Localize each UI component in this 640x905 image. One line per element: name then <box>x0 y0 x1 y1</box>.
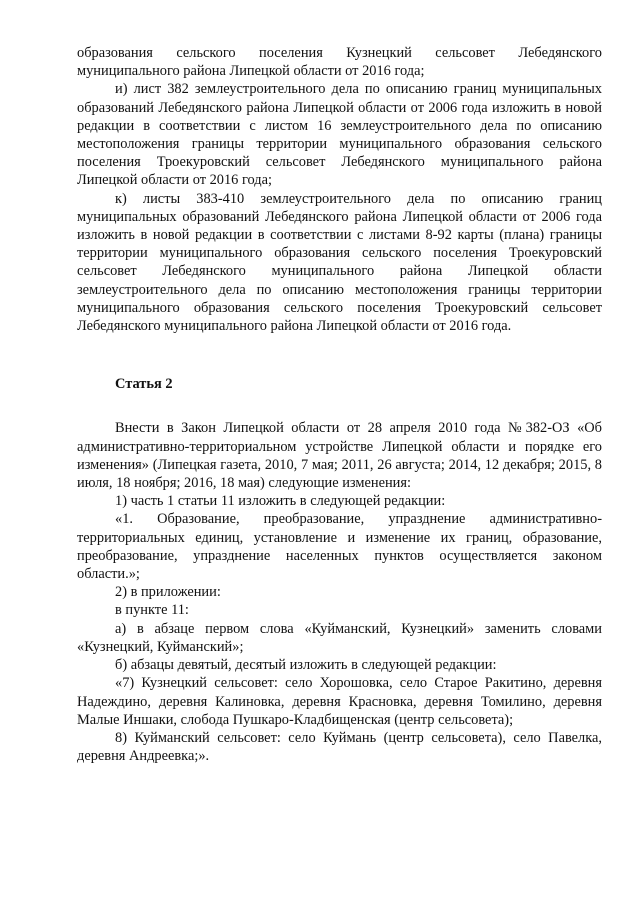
paragraph-sub-b: б) абзацы девятый, десятый изложить в следующей редакции: <box>115 657 497 674</box>
article-heading: Статья 2 <box>115 376 173 393</box>
paragraph-item-i: и) лист 382 землеустроительного дела по описанию границ муниципальных образований Лебедянского района Липецкой области от 2006 года изложить в новой редакции в соответствии с листом 16 землеустроительного дела по описанию местоположения границы территории муниципального образования сельского поселения Троекуровский сельсовет Лебедянского муниципального района Липецкой области от 2016 года; <box>77 81 602 189</box>
paragraph-amendment-intro: Внести в Закон Липецкой области от 28 апреля 2010 года №382-ОЗ «Об административно-территориальном устройстве Липецкой области и порядке его изменения» (Липецкая газета, 2010, 7 мая; 2011, 26 августа; 2014, 12 декабря; 2015, 8 июля, 18 ноября; 2016, 18 мая) следующие изменения: <box>77 420 602 492</box>
paragraph-kuymansky: 8) Куйманский сельсовет: село Куймань (центр сельсовета), село Павелка, деревня Андреевка;». <box>77 729 602 765</box>
paragraph-point-2: 2) в приложении: <box>115 584 221 601</box>
paragraph-point-11: в пункте 11: <box>115 602 189 619</box>
document-page <box>77 44 602 765</box>
paragraph-quote-part-1: «1. Образование, преобразование, упразднение административно-территориальных единиц, установление и изменение их границ, образование, преобразование, упразднение населенных пунктов осуществляется законом области.»; <box>77 511 602 583</box>
spacer <box>77 335 602 375</box>
paragraph-sub-a: а) в абзаце первом слова «Куйманский, Кузнецкий» заменить словами «Кузнецкий, Куйманский»; <box>77 620 602 655</box>
paragraph-item-k: к) листы 383-410 землеустроительного дела по описанию границ муниципальных образований Лебедянского района Липецкой области от 2006 года изложить в новой редакции в соответствии с листами 8-92 карты (плана) границы территории муниципального образования сельского поселения Троекуровский сельсовет Лебедянского муниципального района Липецкой области землеустроительного дела по описанию местоположения границы территории муниципального образования сельского поселения Троекуровский сельсовет Лебедянского муниципального района Липецкой области от 2016 года. <box>77 190 602 335</box>
paragraph-point-1: 1) часть 1 статьи 11 изложить в следующей редакции: <box>115 493 446 510</box>
spacer <box>77 393 602 419</box>
paragraph-kuznetsky: «7) Кузнецкий сельсовет: село Хорошовка, село Старое Ракитино, деревня Надеждино, деревня Калиновка, деревня Красновка, деревня Томилино, деревня Малые Иншаки, слобода Пушкаро-Кладбищенская (центр сельсовета); <box>77 675 602 728</box>
paragraph-continuation: образования сельского поселения Кузнецкий сельсовет Лебедянского муниципального района Липецкой области от 2016 года; <box>77 45 602 80</box>
